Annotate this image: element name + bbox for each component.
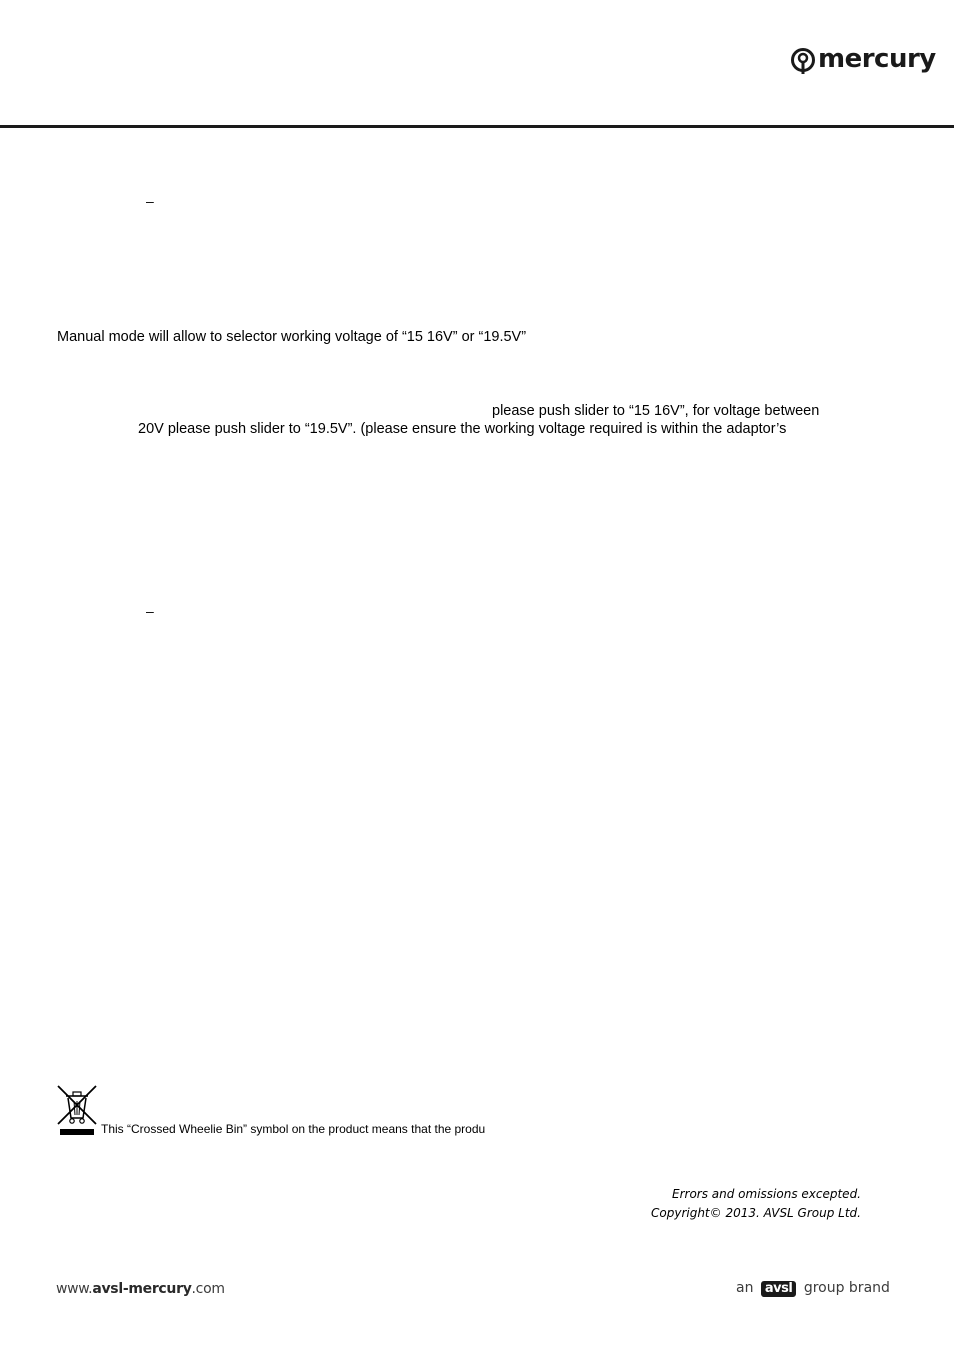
slider-instruction-line-1: please push slider to “15 16V”, for voltage between	[492, 403, 820, 419]
logo-text: mercury	[818, 44, 936, 74]
url-domain: avsl-mercury	[92, 1281, 192, 1297]
slider-instruction-line-2: 20V please push slider to “19.5V”. (please ensure the working voltage required is within the adaptor’s	[138, 421, 787, 437]
crossed-wheelie-bin-icon	[56, 1084, 98, 1141]
header-divider	[0, 125, 954, 128]
list-dash: –	[146, 603, 154, 619]
mercury-power-icon	[790, 46, 816, 78]
weee-notice-text: This “Crossed Wheelie Bin” symbol on the product means that the produ	[101, 1122, 486, 1136]
url-prefix: www.	[56, 1281, 93, 1297]
manual-mode-paragraph: Manual mode will allow to selector working voltage of “15 16V” or “19.5V”	[57, 329, 527, 345]
avsl-group-brand	[736, 1280, 890, 1297]
avsl-logo: avsl	[761, 1281, 796, 1297]
url-suffix: .com	[191, 1281, 225, 1297]
copyright-notice: Copyright© 2013. AVSL Group Ltd.	[651, 1206, 861, 1220]
errors-notice: Errors and omissions excepted.	[672, 1187, 861, 1201]
footer-website-link[interactable]	[56, 1281, 225, 1297]
brand-prefix: an	[736, 1280, 754, 1296]
brand-suffix: group brand	[803, 1280, 890, 1296]
list-dash: –	[146, 193, 154, 209]
